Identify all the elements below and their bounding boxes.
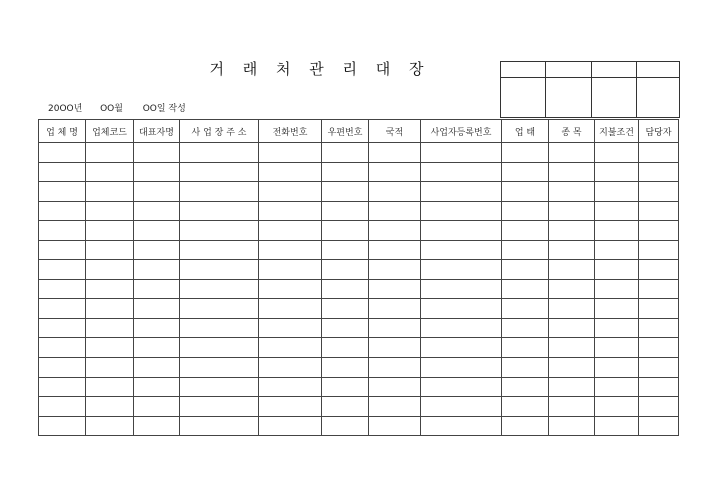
table-cell[interactable] <box>39 377 86 397</box>
table-cell[interactable] <box>369 260 421 280</box>
header-business-address: 사 업 장 주 소 <box>180 120 259 143</box>
table-cell[interactable] <box>134 397 180 417</box>
table-cell[interactable] <box>39 182 86 202</box>
table-cell[interactable] <box>421 299 502 319</box>
table-cell[interactable] <box>369 182 421 202</box>
table-cell[interactable] <box>549 358 595 378</box>
table-cell[interactable] <box>639 201 679 221</box>
table-cell[interactable] <box>259 299 322 319</box>
header-manager: 담당자 <box>639 120 679 143</box>
table-cell[interactable] <box>322 221 369 241</box>
table-cell[interactable] <box>180 416 259 436</box>
table-cell[interactable] <box>502 162 549 182</box>
table-cell[interactable] <box>421 182 502 202</box>
table-cell[interactable] <box>322 318 369 338</box>
table-row <box>39 397 679 417</box>
table-cell[interactable] <box>639 221 679 241</box>
table-cell[interactable] <box>639 416 679 436</box>
table-cell[interactable] <box>421 201 502 221</box>
table-row <box>39 358 679 378</box>
table-cell[interactable] <box>502 260 549 280</box>
table-cell[interactable] <box>595 279 639 299</box>
table-row <box>39 260 679 280</box>
table-cell[interactable] <box>549 201 595 221</box>
table-cell[interactable] <box>369 377 421 397</box>
table-cell[interactable] <box>421 221 502 241</box>
table-cell[interactable] <box>595 260 639 280</box>
table-cell[interactable] <box>39 358 86 378</box>
header-payment-terms: 지불조건 <box>595 120 639 143</box>
table-cell[interactable] <box>369 279 421 299</box>
table-cell[interactable] <box>639 240 679 260</box>
table-cell[interactable] <box>549 318 595 338</box>
table-cell[interactable] <box>322 182 369 202</box>
table-cell[interactable] <box>134 143 180 163</box>
table-cell[interactable] <box>180 201 259 221</box>
table-cell[interactable] <box>39 240 86 260</box>
table-cell[interactable] <box>86 221 134 241</box>
table-cell[interactable] <box>369 240 421 260</box>
table-cell[interactable] <box>421 162 502 182</box>
table-cell[interactable] <box>322 201 369 221</box>
table-cell[interactable] <box>595 201 639 221</box>
header-company-code: 업체코드 <box>86 120 134 143</box>
table-cell[interactable] <box>259 358 322 378</box>
table-cell[interactable] <box>639 318 679 338</box>
table-cell[interactable] <box>549 377 595 397</box>
approval-title-cell <box>637 62 680 78</box>
client-ledger-table <box>38 119 679 436</box>
table-cell[interactable] <box>421 318 502 338</box>
table-cell[interactable] <box>86 318 134 338</box>
table-cell[interactable] <box>180 318 259 338</box>
header-company-name: 업 체 명 <box>39 120 86 143</box>
table-cell[interactable] <box>639 143 679 163</box>
header-nationality: 국적 <box>369 120 421 143</box>
table-row <box>39 143 679 163</box>
table-row <box>39 299 679 319</box>
table-cell[interactable] <box>639 260 679 280</box>
table-cell[interactable] <box>86 201 134 221</box>
table-cell[interactable] <box>369 318 421 338</box>
table-cell[interactable] <box>259 182 322 202</box>
table-cell[interactable] <box>39 318 86 338</box>
table-cell[interactable] <box>369 143 421 163</box>
table-cell[interactable] <box>259 201 322 221</box>
table-cell[interactable] <box>180 279 259 299</box>
table-cell[interactable] <box>369 397 421 417</box>
table-cell[interactable] <box>180 260 259 280</box>
table-cell[interactable] <box>134 377 180 397</box>
table-cell[interactable] <box>549 221 595 241</box>
table-cell[interactable] <box>502 240 549 260</box>
table-cell[interactable] <box>595 377 639 397</box>
table-cell[interactable] <box>369 299 421 319</box>
table-cell[interactable] <box>322 260 369 280</box>
table-cell[interactable] <box>180 162 259 182</box>
table-row <box>39 338 679 358</box>
approval-box <box>500 61 680 118</box>
table-cell[interactable] <box>421 279 502 299</box>
table-row <box>39 201 679 221</box>
table-cell[interactable] <box>549 279 595 299</box>
table-cell[interactable] <box>639 377 679 397</box>
table-cell[interactable] <box>39 260 86 280</box>
table-cell[interactable] <box>549 260 595 280</box>
table-cell[interactable] <box>502 182 549 202</box>
table-cell[interactable] <box>86 377 134 397</box>
approval-sign-cell <box>546 78 592 118</box>
table-cell[interactable] <box>639 279 679 299</box>
table-cell[interactable] <box>134 318 180 338</box>
table-cell[interactable] <box>322 397 369 417</box>
table-cell[interactable] <box>86 358 134 378</box>
approval-sign-cell <box>592 78 637 118</box>
table-cell[interactable] <box>39 162 86 182</box>
table-cell[interactable] <box>39 338 86 358</box>
approval-title-cell <box>546 62 592 78</box>
table-cell[interactable] <box>39 397 86 417</box>
table-cell[interactable] <box>595 358 639 378</box>
table-cell[interactable] <box>502 201 549 221</box>
table-cell[interactable] <box>639 299 679 319</box>
table-cell[interactable] <box>180 397 259 417</box>
table-cell[interactable] <box>639 162 679 182</box>
header-business-type: 업 태 <box>502 120 549 143</box>
table-header-row <box>39 120 679 143</box>
table-cell[interactable] <box>259 338 322 358</box>
table-cell[interactable] <box>86 338 134 358</box>
table-cell[interactable] <box>180 377 259 397</box>
table-cell[interactable] <box>369 221 421 241</box>
table-cell[interactable] <box>134 240 180 260</box>
table-cell[interactable] <box>595 221 639 241</box>
table-cell[interactable] <box>86 397 134 417</box>
table-cell[interactable] <box>180 240 259 260</box>
table-cell[interactable] <box>180 143 259 163</box>
table-cell[interactable] <box>595 240 639 260</box>
table-cell[interactable] <box>134 182 180 202</box>
table-cell[interactable] <box>39 143 86 163</box>
table-row <box>39 182 679 202</box>
approval-sign-cell <box>637 78 680 118</box>
table-cell[interactable] <box>595 416 639 436</box>
table-cell[interactable] <box>322 338 369 358</box>
table-cell[interactable] <box>369 338 421 358</box>
table-cell[interactable] <box>86 279 134 299</box>
table-cell[interactable] <box>322 299 369 319</box>
table-cell[interactable] <box>502 377 549 397</box>
table-cell[interactable] <box>259 318 322 338</box>
table-row <box>39 279 679 299</box>
table-cell[interactable] <box>502 338 549 358</box>
date-line <box>48 101 186 114</box>
header-business-reg-no: 사업자등록번호 <box>421 120 502 143</box>
date-month: OO월 <box>100 104 123 114</box>
table-cell[interactable] <box>595 162 639 182</box>
table-cell[interactable] <box>639 338 679 358</box>
table-cell[interactable] <box>259 416 322 436</box>
table-cell[interactable] <box>39 416 86 436</box>
table-cell[interactable] <box>180 338 259 358</box>
table-row <box>39 318 679 338</box>
table-cell[interactable] <box>421 416 502 436</box>
table-cell[interactable] <box>86 162 134 182</box>
table-cell[interactable] <box>86 182 134 202</box>
table-cell[interactable] <box>180 299 259 319</box>
table-cell[interactable] <box>595 143 639 163</box>
table-cell[interactable] <box>502 143 549 163</box>
header-representative: 대표자명 <box>134 120 180 143</box>
table-cell[interactable] <box>259 397 322 417</box>
table-cell[interactable] <box>639 182 679 202</box>
table-cell[interactable] <box>134 338 180 358</box>
table-cell[interactable] <box>134 416 180 436</box>
table-cell[interactable] <box>421 358 502 378</box>
table-cell[interactable] <box>39 279 86 299</box>
table-cell[interactable] <box>322 143 369 163</box>
table-cell[interactable] <box>322 358 369 378</box>
table-cell[interactable] <box>259 240 322 260</box>
table-cell[interactable] <box>322 279 369 299</box>
table-cell[interactable] <box>421 377 502 397</box>
table-cell[interactable] <box>549 143 595 163</box>
approval-title-cell <box>592 62 637 78</box>
table-cell[interactable] <box>259 162 322 182</box>
approval-title-cell <box>501 62 546 78</box>
table-cell[interactable] <box>39 299 86 319</box>
table-row <box>39 416 679 436</box>
table-cell[interactable] <box>134 358 180 378</box>
table-cell[interactable] <box>369 358 421 378</box>
table-cell[interactable] <box>259 260 322 280</box>
table-cell[interactable] <box>549 240 595 260</box>
table-cell[interactable] <box>134 201 180 221</box>
table-cell[interactable] <box>595 397 639 417</box>
table-cell[interactable] <box>502 318 549 338</box>
table-cell[interactable] <box>421 260 502 280</box>
table-cell[interactable] <box>595 299 639 319</box>
table-cell[interactable] <box>134 260 180 280</box>
table-row <box>39 221 679 241</box>
table-cell[interactable] <box>502 279 549 299</box>
table-row <box>39 162 679 182</box>
table-cell[interactable] <box>502 397 549 417</box>
table-cell[interactable] <box>322 240 369 260</box>
document-title: 거 래 처 관 리 대 장 <box>209 60 431 78</box>
table-cell[interactable] <box>86 143 134 163</box>
table-cell[interactable] <box>369 201 421 221</box>
table-cell[interactable] <box>134 162 180 182</box>
table-cell[interactable] <box>502 358 549 378</box>
table-cell[interactable] <box>421 338 502 358</box>
table-cell[interactable] <box>86 416 134 436</box>
table-cell[interactable] <box>502 299 549 319</box>
table-cell[interactable] <box>134 221 180 241</box>
table-cell[interactable] <box>595 338 639 358</box>
table-cell[interactable] <box>259 279 322 299</box>
table-cell[interactable] <box>259 221 322 241</box>
table-cell[interactable] <box>322 377 369 397</box>
table-cell[interactable] <box>39 221 86 241</box>
table-cell[interactable] <box>639 358 679 378</box>
table-cell[interactable] <box>549 182 595 202</box>
table-cell[interactable] <box>180 358 259 378</box>
table-row <box>39 240 679 260</box>
table-cell[interactable] <box>180 221 259 241</box>
table-cell[interactable] <box>369 416 421 436</box>
table-cell[interactable] <box>134 299 180 319</box>
approval-sign-cell <box>501 78 546 118</box>
table-cell[interactable] <box>502 416 549 436</box>
table-cell[interactable] <box>549 416 595 436</box>
table-cell[interactable] <box>86 240 134 260</box>
table-cell[interactable] <box>421 397 502 417</box>
table-cell[interactable] <box>322 162 369 182</box>
header-phone: 전화번호 <box>259 120 322 143</box>
table-cell[interactable] <box>549 338 595 358</box>
table-cell[interactable] <box>39 201 86 221</box>
table-cell[interactable] <box>595 182 639 202</box>
table-cell[interactable] <box>259 143 322 163</box>
table-cell[interactable] <box>502 221 549 241</box>
table-cell[interactable] <box>86 260 134 280</box>
table-cell[interactable] <box>639 397 679 417</box>
table-cell[interactable] <box>549 397 595 417</box>
table-row <box>39 377 679 397</box>
date-day: OO일 작성 <box>142 104 186 114</box>
table-cell[interactable] <box>134 279 180 299</box>
table-cell[interactable] <box>259 377 322 397</box>
table-cell[interactable] <box>549 162 595 182</box>
table-cell[interactable] <box>595 318 639 338</box>
table-cell[interactable] <box>369 162 421 182</box>
header-business-item: 종 목 <box>549 120 595 143</box>
table-cell[interactable] <box>549 299 595 319</box>
header-postal-code: 우편번호 <box>322 120 369 143</box>
table-cell[interactable] <box>322 416 369 436</box>
table-cell[interactable] <box>86 299 134 319</box>
date-year: 20OO년 <box>48 104 83 114</box>
table-cell[interactable] <box>421 143 502 163</box>
table-cell[interactable] <box>180 182 259 202</box>
table-cell[interactable] <box>421 240 502 260</box>
